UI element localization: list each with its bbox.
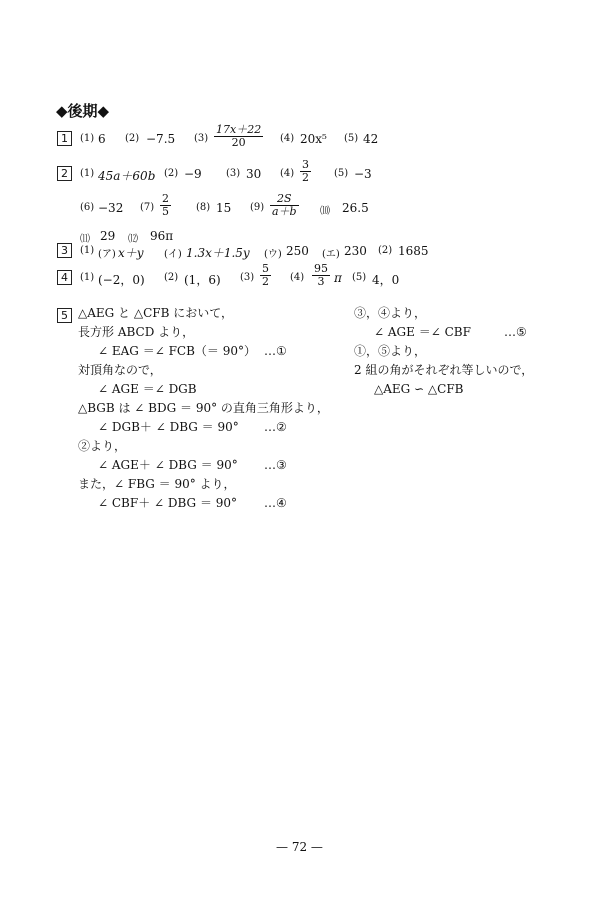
proof-line: △AEG と △CFB において， bbox=[78, 306, 233, 320]
question-1-box: 1 bbox=[57, 131, 72, 146]
answer-label: (1) bbox=[80, 245, 95, 256]
answer-label: (ウ) bbox=[264, 249, 282, 260]
answer-label: (エ) bbox=[322, 249, 340, 260]
proof-line: ③，④より， bbox=[354, 306, 427, 320]
answer-label: ⑿ bbox=[128, 234, 138, 245]
proof-line: ①，⑤より， bbox=[354, 344, 427, 358]
proof-line: ∠ DGB＋ ∠ DBG ＝ 90° bbox=[98, 420, 239, 434]
fraction-denominator: 3 bbox=[317, 275, 325, 288]
proof-line: △AEG ∽ △CFB bbox=[374, 382, 464, 396]
proof-line: ∠ AGE ＝∠ DGB bbox=[98, 382, 197, 396]
answer-label: (2) bbox=[378, 245, 393, 256]
answer-label: (4) bbox=[290, 272, 305, 283]
answer-value: −3 bbox=[354, 167, 372, 181]
fraction-numerator: 2S bbox=[270, 193, 299, 206]
fraction-denominator: a＋b bbox=[272, 205, 297, 218]
answer-value: 26.5 bbox=[342, 201, 369, 215]
answer-value: 4，0 bbox=[372, 273, 400, 287]
answer-value: 15 bbox=[216, 201, 232, 215]
proof-mark: …⑤ bbox=[504, 325, 527, 339]
fraction-denominator: 20 bbox=[231, 136, 246, 149]
proof-line: 2 組の角がそれぞれ等しいので， bbox=[354, 363, 534, 377]
proof-line: ∠ AGE＋ ∠ DBG ＝ 90° bbox=[98, 458, 238, 472]
question-2-box: 2 bbox=[57, 166, 72, 181]
fraction-numerator: 5 bbox=[262, 262, 269, 275]
proof-mark: …② bbox=[264, 420, 287, 434]
pi-suffix: π bbox=[334, 271, 342, 285]
answer-value: 230 bbox=[344, 244, 367, 258]
answer-value: −9 bbox=[184, 167, 202, 181]
fraction-denominator: 5 bbox=[162, 205, 169, 218]
proof-right-column bbox=[354, 304, 554, 404]
answer-value: 250 bbox=[286, 244, 309, 258]
answer-fraction bbox=[160, 193, 171, 218]
answer-value: −7.5 bbox=[146, 132, 176, 146]
answer-label: (3) bbox=[240, 272, 255, 283]
answer-label: (7) bbox=[140, 202, 155, 213]
answer-label: ⑾ bbox=[80, 234, 90, 245]
answer-fraction bbox=[260, 263, 271, 288]
answer-label: (5) bbox=[344, 133, 359, 144]
proof-mark: …④ bbox=[264, 496, 287, 510]
proof-left-column bbox=[78, 304, 348, 524]
answer-label: (5) bbox=[352, 272, 367, 283]
answer-label: (3) bbox=[226, 168, 241, 179]
answer-value: 96π bbox=[150, 229, 174, 243]
answer-value: 30 bbox=[246, 167, 262, 181]
answer-value: 1.3x＋1.5y bbox=[186, 246, 250, 260]
answer-value: x＋y bbox=[118, 246, 144, 260]
proof-line: また，∠ FBG ＝ 90° より， bbox=[78, 477, 236, 491]
fraction-numerator: 3 bbox=[302, 158, 309, 171]
answer-label: (2) bbox=[125, 133, 140, 144]
answer-value: 45a＋60b bbox=[98, 169, 156, 183]
answer-value: (−2，0) bbox=[98, 273, 145, 287]
question-5-box: 5 bbox=[57, 308, 72, 323]
answer-label: (6) bbox=[80, 202, 95, 213]
proof-mark: …③ bbox=[264, 458, 287, 472]
answer-fraction bbox=[300, 159, 311, 184]
proof-line: ∠ CBF＋ ∠ DBG ＝ 90° bbox=[98, 496, 238, 510]
section-heading: ◆後期◆ bbox=[56, 102, 110, 120]
answer-label: ⑽ bbox=[320, 206, 330, 217]
answer-fraction bbox=[312, 263, 330, 288]
answer-fraction bbox=[270, 193, 299, 218]
answer-value: 6 bbox=[98, 132, 106, 146]
fraction-numerator: 2 bbox=[162, 192, 169, 205]
proof-line: 長方形 ABCD より， bbox=[78, 325, 195, 339]
answer-label: (4) bbox=[280, 133, 295, 144]
fraction-denominator: 2 bbox=[302, 171, 309, 184]
fraction-numerator: 17x＋22 bbox=[216, 123, 262, 136]
answer-label: (8) bbox=[196, 202, 211, 213]
answer-label: (ア) bbox=[98, 249, 116, 260]
proof-mark: …① bbox=[264, 344, 287, 358]
answer-label: (1) bbox=[80, 168, 95, 179]
answer-value: 29 bbox=[100, 229, 116, 243]
answer-label: (4) bbox=[280, 168, 295, 179]
answer-label: (イ) bbox=[164, 249, 182, 260]
answer-value: 20x⁵ bbox=[300, 132, 327, 146]
answer-label: (5) bbox=[334, 168, 349, 179]
proof-line: △BGB は ∠ BDG ＝ 90° の直角三角形より， bbox=[78, 401, 329, 415]
answer-value: 1685 bbox=[398, 244, 429, 258]
answer-value: −32 bbox=[98, 201, 124, 215]
answer-label: (2) bbox=[164, 168, 179, 179]
page-number: — 72 — bbox=[276, 840, 323, 854]
answer-label: (1) bbox=[80, 133, 95, 144]
proof-line: 対頂角なので， bbox=[78, 363, 162, 377]
answer-value: (1，6) bbox=[184, 273, 221, 287]
answer-value: 42 bbox=[363, 132, 379, 146]
answer-label: (3) bbox=[194, 133, 209, 144]
proof-line: ∠ AGE ＝∠ CBF bbox=[374, 325, 471, 339]
answer-fraction bbox=[214, 124, 263, 149]
question-4-box: 4 bbox=[57, 270, 72, 285]
fraction-denominator: 2 bbox=[262, 275, 269, 288]
proof-line: ②より， bbox=[78, 439, 127, 453]
answer-label: (1) bbox=[80, 272, 95, 283]
fraction-numerator: 95 bbox=[314, 262, 328, 275]
question-3-box: 3 bbox=[57, 243, 72, 258]
answer-label: (2) bbox=[164, 272, 179, 283]
proof-line: ∠ EAG ＝∠ FCB（＝ 90°） bbox=[98, 344, 256, 358]
answer-label: (9) bbox=[250, 202, 265, 213]
